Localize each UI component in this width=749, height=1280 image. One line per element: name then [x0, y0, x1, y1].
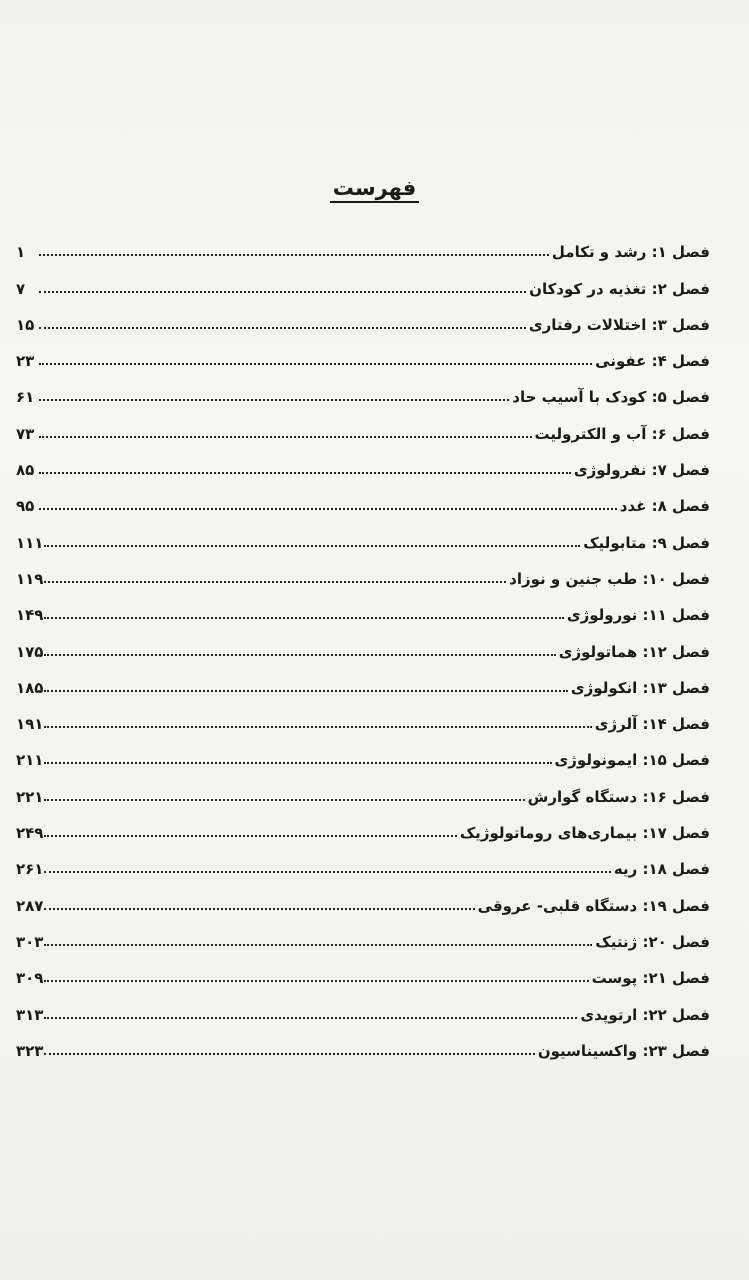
- toc-entry-label: فصل ۱۳: انکولوژی: [570, 678, 710, 697]
- toc-entry-page-number: ۳۱۳: [16, 1005, 44, 1024]
- toc-entry: [16, 588, 710, 624]
- toc-entry-label: فصل ۱۱: نورولوژی: [566, 606, 710, 625]
- toc-entry-page-number: ۷: [16, 279, 26, 298]
- toc-entry-page-number: ۱۱۹: [16, 569, 44, 588]
- toc-entry-page-number: ۹۵: [16, 497, 35, 516]
- toc-entry-label: فصل ۶: آب و الکترولیت: [534, 424, 710, 443]
- toc-entry: [16, 987, 710, 1023]
- toc-entry-page-number: ۲۳: [16, 352, 35, 371]
- toc-entry: [16, 661, 710, 697]
- page-title-text: فهرست: [330, 176, 420, 203]
- toc-entry-page-number: ۶۱: [16, 388, 35, 407]
- toc-entry-page-number: ۳۲۳: [16, 1041, 44, 1060]
- dot-leader: [44, 944, 592, 946]
- toc-entry-label: فصل ۲: تغذیه در کودکان: [529, 279, 710, 298]
- toc-entry-page-number: ۱۴۹: [16, 606, 44, 625]
- dot-leader: [44, 1053, 534, 1055]
- toc-entry: [16, 515, 710, 551]
- toc-entry-label: فصل ۳: اختلالات رفتاری: [528, 315, 710, 334]
- dot-leader: [39, 508, 617, 510]
- toc-entry-page-number: ۱: [16, 243, 26, 262]
- toc-entry: [16, 370, 710, 406]
- dot-leader: [44, 726, 591, 728]
- dot-leader: [44, 690, 567, 692]
- toc-entry-page-number: ۲۴۹: [16, 824, 44, 843]
- toc-entry: [16, 261, 710, 297]
- toc-entry-label: فصل ۱۸: ریه: [613, 860, 710, 879]
- toc-entry-page-number: ۱۸۵: [16, 678, 44, 697]
- toc-entry-page-number: ۲۲۱: [16, 787, 44, 806]
- dot-leader: [44, 762, 551, 764]
- toc-entry: [16, 298, 710, 334]
- toc-entry-label: فصل ۱: رشد و تکامل: [551, 243, 710, 262]
- toc-entry: [16, 769, 710, 805]
- dot-leader: [39, 291, 526, 293]
- toc-entry: [16, 1024, 710, 1060]
- toc-entry: [16, 806, 710, 842]
- toc-entry: [16, 697, 710, 733]
- toc-entry-label: فصل ۴: عفونی: [595, 352, 710, 371]
- toc-entry-label: فصل ۵: کودک با آسیب حاد: [512, 388, 710, 407]
- toc-entry: [16, 951, 710, 987]
- dot-leader: [39, 472, 571, 474]
- dot-leader: [44, 654, 555, 656]
- toc-entry-label: فصل ۸: غدد: [619, 497, 710, 516]
- toc-entry-label: فصل ۲۳: واکسیناسیون: [537, 1041, 710, 1060]
- toc-entry-page-number: ۱۱۱: [16, 533, 44, 552]
- page-title: [0, 176, 749, 200]
- toc-entry-label: فصل ۱۷: بیماری‌های روماتولوژیک: [459, 824, 710, 843]
- toc-entry: [16, 334, 710, 370]
- dot-leader: [44, 980, 588, 982]
- dot-leader: [44, 617, 563, 619]
- toc-entry: [16, 479, 710, 515]
- toc-entry-page-number: ۸۵: [16, 461, 35, 480]
- toc-entry-page-number: ۳۰۹: [16, 969, 44, 988]
- dot-leader: [44, 581, 506, 583]
- toc-entry-label: فصل ۲۱: پوست: [591, 969, 710, 988]
- toc-entry-page-number: ۱۷۵: [16, 642, 44, 661]
- toc-entry-page-number: ۲۸۷: [16, 896, 44, 915]
- toc-entry-label: فصل ۲۰: ژنتیک: [595, 932, 710, 951]
- dot-leader: [44, 799, 524, 801]
- dot-leader: [44, 871, 610, 873]
- dot-leader: [44, 908, 474, 910]
- toc-entry-label: فصل ۱۴: آلرژی: [594, 715, 710, 734]
- dot-leader: [39, 399, 509, 401]
- toc-entry-label: فصل ۲۲: ارتوپدی: [580, 1005, 710, 1024]
- table-of-contents: [16, 225, 710, 1060]
- toc-entry-page-number: ۲۶۱: [16, 860, 44, 879]
- toc-entry: [16, 733, 710, 769]
- dot-leader: [39, 327, 526, 329]
- dot-leader: [44, 545, 580, 547]
- dot-leader: [39, 363, 592, 365]
- toc-entry: [16, 443, 710, 479]
- dot-leader: [44, 1017, 577, 1019]
- toc-entry: [16, 915, 710, 951]
- toc-entry-page-number: ۱۵: [16, 315, 35, 334]
- toc-entry-label: فصل ۱۶: دستگاه گوارش: [527, 787, 710, 806]
- toc-entry-label: فصل ۷: نفرولوژی: [573, 461, 710, 480]
- toc-entry: [16, 406, 710, 442]
- toc-entry-label: فصل ۹: متابولیک: [583, 533, 710, 552]
- toc-entry-page-number: ۷۳: [16, 424, 35, 443]
- toc-entry-page-number: ۲۱۱: [16, 751, 44, 770]
- toc-entry: [16, 552, 710, 588]
- toc-entry: [16, 225, 710, 261]
- toc-entry: [16, 842, 710, 878]
- dot-leader: [44, 835, 456, 837]
- dot-leader: [39, 254, 549, 256]
- toc-entry: [16, 624, 710, 660]
- toc-entry-page-number: ۳۰۳: [16, 932, 44, 951]
- toc-entry-label: فصل ۱۵: ایمونولوژی: [554, 751, 710, 770]
- toc-entry-label: فصل ۱۹: دستگاه قلبی- عروقی: [477, 896, 710, 915]
- toc-entry-label: فصل ۱۲: هماتولوژی: [558, 642, 710, 661]
- toc-entry: [16, 878, 710, 914]
- toc-entry-label: فصل ۱۰: طب جنین و نوزاد: [509, 569, 710, 588]
- toc-entry-page-number: ۱۹۱: [16, 715, 44, 734]
- dot-leader: [39, 436, 532, 438]
